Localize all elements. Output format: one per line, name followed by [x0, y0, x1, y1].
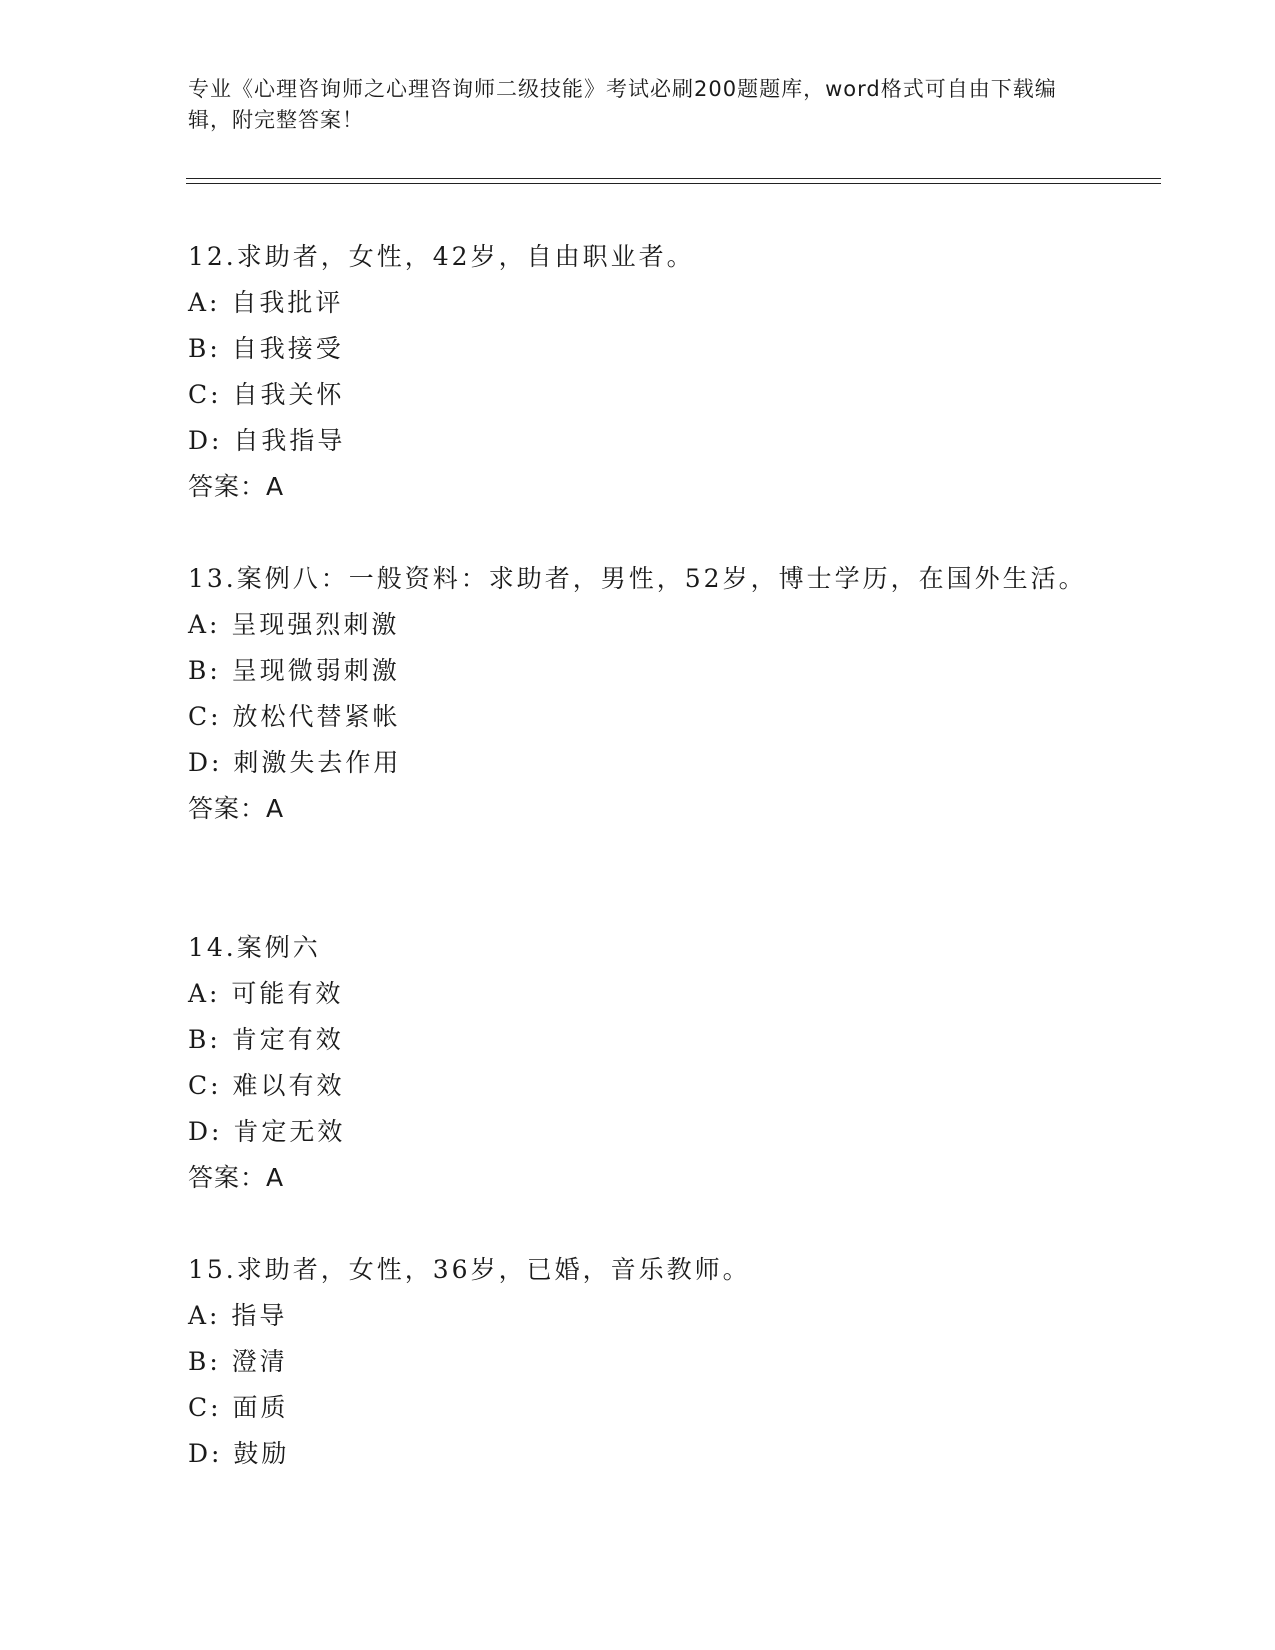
option-c: C: 自我关怀 — [188, 380, 345, 409]
question-stem: 12.求助者，女性，42岁，自由职业者。 — [188, 242, 695, 271]
answer-label: 答案：A — [188, 472, 285, 501]
option-b: B: 呈现微弱刺激 — [188, 656, 400, 685]
option-d: D: 鼓励 — [188, 1439, 290, 1468]
question-13 — [188, 556, 1088, 832]
option-d: D: 自我指导 — [188, 426, 346, 455]
answer-label: 答案：A — [188, 794, 285, 823]
header-divider-bottom — [186, 183, 1161, 184]
question-stem: 15.求助者，女性，36岁，已婚，音乐教师。 — [188, 1255, 751, 1284]
option-c: C: 放松代替紧帐 — [188, 702, 401, 731]
answer-label: 答案：A — [188, 1163, 285, 1192]
question-15 — [188, 1247, 1088, 1477]
option-d: D: 刺激失去作用 — [188, 748, 402, 777]
question-12 — [188, 234, 1088, 510]
option-a: A: 可能有效 — [188, 979, 344, 1008]
option-a: A: 指导 — [188, 1301, 288, 1330]
option-c: C: 难以有效 — [188, 1071, 345, 1100]
option-a: A: 自我批评 — [188, 288, 344, 317]
document-intro: 专业《心理咨询师之心理咨询师二级技能》考试必刷200题题库，word格式可自由下载编辑，附完整答案！ — [188, 77, 1057, 132]
option-a: A: 呈现强烈刺激 — [188, 610, 400, 639]
question-stem: 14.案例六 — [188, 933, 321, 962]
question-stem: 13.案例八：一般资料：求助者，男性，52岁，博士学历，在国外生活。 — [188, 564, 1087, 593]
option-c: C: 面质 — [188, 1393, 289, 1422]
option-b: B: 澄清 — [188, 1347, 288, 1376]
option-b: B: 肯定有效 — [188, 1025, 344, 1054]
option-b: B: 自我接受 — [188, 334, 344, 363]
option-d: D: 肯定无效 — [188, 1117, 346, 1146]
question-14 — [188, 925, 1088, 1201]
header-divider-top — [186, 178, 1161, 179]
